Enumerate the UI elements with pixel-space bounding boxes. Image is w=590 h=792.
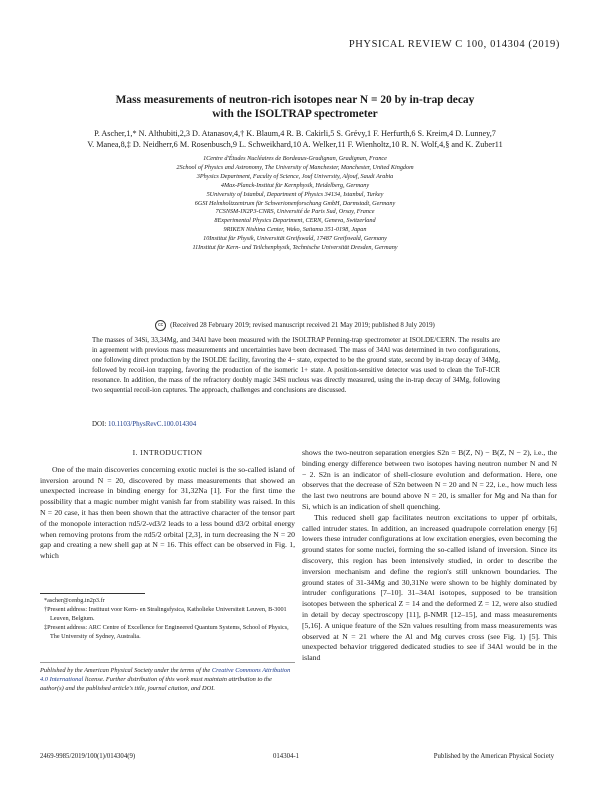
license-link[interactable]: Creative Commons Attribution 4.0 International bbox=[40, 667, 291, 684]
affiliation: 7CSNSM-IN2P3-CNRS, Université de Paris Sud, Orsay, France bbox=[215, 208, 375, 216]
running-head: PHYSICAL REVIEW C 100, 014304 (2019) bbox=[348, 39, 560, 50]
creative-commons-icon[interactable]: cc bbox=[155, 320, 166, 331]
affiliation: 2School of Physics and Astronomy, The University of Manchester, Manchester, United Kingdom bbox=[176, 163, 414, 171]
affiliation: 3Physics Department, Faculty of Science, Jouf University, Aljouf, Saudi Arabia bbox=[196, 172, 394, 180]
affiliation: 5University of Istanbul, Department of Physics 34134, Istanbul, Turkey bbox=[206, 190, 384, 198]
author-line-2: V. Manea,8,‡ D. Neidherr,6 M. Rosenbusch,9 L. Schweikhard,10 A. Welker,11 F. Wienholtz,10 R. N. Wolf,4,§ and K. Zuber11 bbox=[87, 140, 503, 149]
intro-paragraph-continued: shows the two-neutron separation energies S2n = B(Z, N) − B(Z, N − 2), i.e., the binding energy difference between two isotopes having neutron number N and N − 2. S2n is an indicator of shell-closure evolution and deformation. Here, one observes that the decrease of S2n between N = 20 and N = 22, i.e., how much less the last two neutrons are bound above N = 20, is smaller for Mg and Na than for Si, which is an indication of shell quenching. bbox=[302, 448, 557, 511]
license-text-end: license. Further distribution of this work must maintain attribution to the author(s) and the published article's title, journal citation, and DOI. bbox=[40, 676, 272, 693]
received-dates bbox=[60, 320, 530, 331]
right-column bbox=[302, 448, 557, 664]
title-line-1: Mass measurements of neutron-rich isotopes near N = 20 by in-trap decay bbox=[115, 94, 475, 106]
footnote-divider bbox=[40, 593, 145, 594]
affiliation: 11Institut für Kern- und Teilchenphysik, Technische Universität Dresden, Germany bbox=[192, 244, 398, 252]
intro-paragraph: This reduced shell gap facilitates neutron excitations to upper pf orbitals, called intruder states. In addition, an increased quadrupole correlation energy [6] lowers these intruder configurations at low excitation energies, even becoming the ground states for some nuclei, forming the so-called island of inversion. Since its discovery, this region has been intensively studied, in order to describe the inversion mechanism and define the region's still unknown boundaries. The ground states of 31-34Mg and 30,31Ne were shown to be highly dominated by intruder configurations [7–10]. 31–34Al isotopes, supposed to be transition isotopes between the spherical Z = 14 and the deformed Z = 12, were also studied in detail by decay spectroscopy [11], β-NMR [12–15], and mass measurements [5,16]. A unique feature of the S2n values resulting from mass measurements was observed at N = 21 where the Al and Mg curves cross (see Fig. 1) [5]. This unexpected behavior triggered dedicated studies to see if 34Al would be in the island bbox=[302, 512, 557, 663]
license-notice bbox=[40, 666, 295, 693]
license-text-start: Published by the American Physical Society under the terms of the bbox=[40, 667, 212, 674]
author-list bbox=[50, 128, 540, 150]
doi-line bbox=[92, 420, 196, 428]
affiliation: 6GSI Helmholtzzentrum für Schwerionenforschung GmbH, Darmstadt, Germany bbox=[194, 199, 396, 207]
abstract: The masses of 34Si, 33,34Mg, and 34Al have been measured with the ISOLTRAP Penning-trap spectrometer at ISOLDE/CERN. The results are in agreement with previous mass measurements and uncertainties have been decreased. The mass of 34Al was determined in two configurations, one following direct production by the ISOLDE facility, favoring the 4− state, expected to be the ground state, second by in-trap decay of 34Mg, followed by recoil-ion trapping, favoring the production of the isomeric 1+ state. A position-sensitive detector was used to clean the ToF-ICR resonance. In addition, the mass of the refractory doubly magic 34Si nucleus was directly measured, using the in-trap decay of 34Mg, following two sequential recoil-ion captures. The approach, challenges and conclusions are discussed. bbox=[92, 336, 500, 394]
page-number: 014304-1 bbox=[273, 753, 300, 760]
affiliation: 1Centre d'Études Nucléaires de Bordeaux-Gradignan, Gradignan, France bbox=[203, 155, 387, 162]
affiliation: 9RIKEN Nishina Center, Wako, Saitama 351-0198, Japan bbox=[223, 226, 367, 234]
footer-publisher: Published by the American Physical Society bbox=[433, 753, 554, 760]
received-text: (Received 28 February 2019; revised manuscript received 21 May 2019; published 8 July 2019) bbox=[170, 322, 435, 330]
footnote: ‡Present address: ARC Centre of Excellence for Engineered Quantum Systems, School of Physics, The University of Sydney, Australia. bbox=[44, 623, 289, 640]
intro-paragraph: One of the main discoveries concerning exotic nuclei is the so-called island of inversion around N = 20, discovered by mass measurements that showed an unexpected increase in binding energy for 31,32Na [1]. For the first time the possibility that a magic number might vanish far from stability was raised. In this N = 20 case, it has then been shown that the attractive character of the tensor part of the monopole interaction πd5/2-νd3/2 leads to a less bound d3/2 orbital energy when removing protons from the πd5/2 orbital [2,3], in turn decreasing the N = 20 gap and creating a new shell gap at N = 16. This effect can be observed in Fig. 1, which bbox=[40, 464, 295, 561]
affiliation: 8Experimental Physics Department, CERN, Geneva, Switzerland bbox=[214, 217, 376, 225]
left-column bbox=[40, 448, 295, 562]
footnotes bbox=[40, 597, 295, 642]
article-title bbox=[0, 93, 590, 121]
affiliations bbox=[100, 155, 490, 253]
affiliation: 10Institut für Physik, Universität Greifswald, 17487 Greifswald, Germany bbox=[203, 235, 387, 243]
doi-label: DOI: bbox=[92, 420, 107, 428]
author-line-1: P. Ascher,1,* N. Althubiti,2,3 D. Atanasov,4,† K. Blaum,4 R. B. Cakirli,5 S. Grévy,1 F. Herfurth,6 S. Kreim,4 D. Lunney,7 bbox=[94, 129, 496, 138]
footnote-email[interactable]: *ascher@cenbg.in2p3.fr bbox=[44, 597, 105, 604]
affiliation: 4Max-Planck-Institut für Kernphysik, Heidelberg, Germany bbox=[220, 181, 370, 189]
footnote: †Present address: Instituut voor Kern- en Stralingsfysica, Katholieke Universiteit Leuven, B-3001 Leuven, Belgium. bbox=[44, 605, 287, 622]
doi-link[interactable]: 10.1103/PhysRevC.100.014304 bbox=[108, 420, 197, 428]
license-divider bbox=[40, 662, 295, 663]
section-heading: I. INTRODUCTION bbox=[132, 448, 203, 457]
footer-issn: 2469-9985/2019/100(1)/014304(9) bbox=[40, 753, 136, 760]
title-line-2: with the ISOLTRAP spectrometer bbox=[212, 108, 378, 120]
